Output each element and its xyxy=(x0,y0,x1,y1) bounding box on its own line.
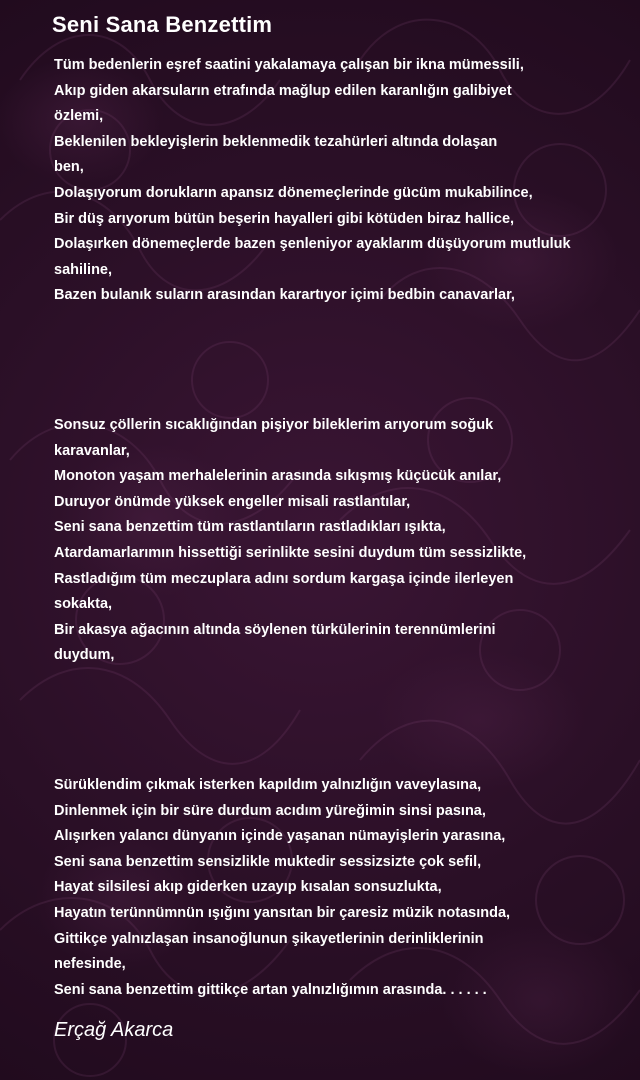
poem-line: Seni sana benzettim gittikçe artan yalnızlığımın arasında. . . . . . xyxy=(54,981,487,998)
poem-line: Monoton yaşam merhalelerinin arasında sıkışmış küçücük anılar, xyxy=(54,468,502,485)
poem-line: Duruyor önümde yüksek engeller misali rastlantılar, xyxy=(54,493,411,510)
poem-line: Sürüklendim çıkmak isterken kapıldım yalnızlığın vaveylasına, xyxy=(54,777,482,793)
poem-line: sokakta, xyxy=(54,596,113,613)
poem-line: Akıp giden akarsuların etrafında mağlup edilen karanlığın galibiyet xyxy=(54,82,512,99)
poem-line: Gittikçe yalnızlaşan insanoğlunun şikayetlerinin derinliklerinin xyxy=(54,930,484,947)
poem-title: Seni Sana Benzettim xyxy=(52,12,273,37)
poem-line: Bazen bulanık suların arasından karartıyor içimi bedbin canavarlar, xyxy=(54,287,515,304)
poem-line: Bir düş arıyorum bütün beşerin hayalleri gibi kötüden biraz hallice, xyxy=(54,210,515,227)
poem-author: Erçağ Akarca xyxy=(54,1019,174,1041)
poem-line: Bir akasya ağacının altında söylenen türkülerinin terennümlerini xyxy=(54,621,496,638)
poem-line: karavanlar, xyxy=(54,442,130,459)
poem-line: Seni sana benzettim sensizlikle muktedir sessizsizte çok sefil, xyxy=(54,853,482,870)
poem-line: Dolaşıyorum dorukların apansız dönemeçlerinde gücüm mukabilince, xyxy=(54,184,533,201)
poem-line: Sonsuz çöllerin sıcaklığından pişiyor bileklerim arıyorum soğuk xyxy=(54,417,494,433)
poem-line: Atardamarlarımın hissettiği serinlikte sesini duydum tüm sessizlikte, xyxy=(54,544,527,561)
poem-line: duydum, xyxy=(54,647,115,664)
poem-line: Dolaşırken dönemeçlerde bazen şenleniyor ayaklarım düşüyorum mutluluk xyxy=(54,236,571,253)
poem-line: özlemi, xyxy=(54,108,104,125)
poem-line: Hayat silsilesi akıp giderken uzayıp kısalan sonsuzlukta, xyxy=(54,879,442,896)
stanza-1 xyxy=(54,53,634,309)
poem-line: Alışırken yalancı dünyanın içinde yaşanan nümayişlerin yarasına, xyxy=(54,828,506,845)
stanza-2 xyxy=(54,413,634,669)
poem-line: Seni sana benzettim tüm rastlantıların rastladıkları ışıkta, xyxy=(54,519,446,536)
poem-line: Beklenilen bekleyişlerin beklenmedik tezahürleri altında dolaşan xyxy=(54,133,498,150)
poem-line: sahiline, xyxy=(54,261,113,278)
poem-line: nefesinde, xyxy=(54,956,126,973)
poem-line: ben, xyxy=(54,159,84,176)
poem-line: Rastladığım tüm meczuplara adını sordum kargaşa içinde ilerleyen xyxy=(54,570,514,587)
poem-line: Hayatın terünnümnün ışığını yansıtan bir çaresiz müzik notasında, xyxy=(54,904,511,921)
poem-line: Tüm bedenlerin eşref saatini yakalamaya çalışan bir ikna mümessili, xyxy=(54,57,524,73)
poem-line: Dinlenmek için bir süre durdum acıdım yüreğimin sinsi pasına, xyxy=(54,802,486,819)
stanza-3 xyxy=(54,773,634,1003)
